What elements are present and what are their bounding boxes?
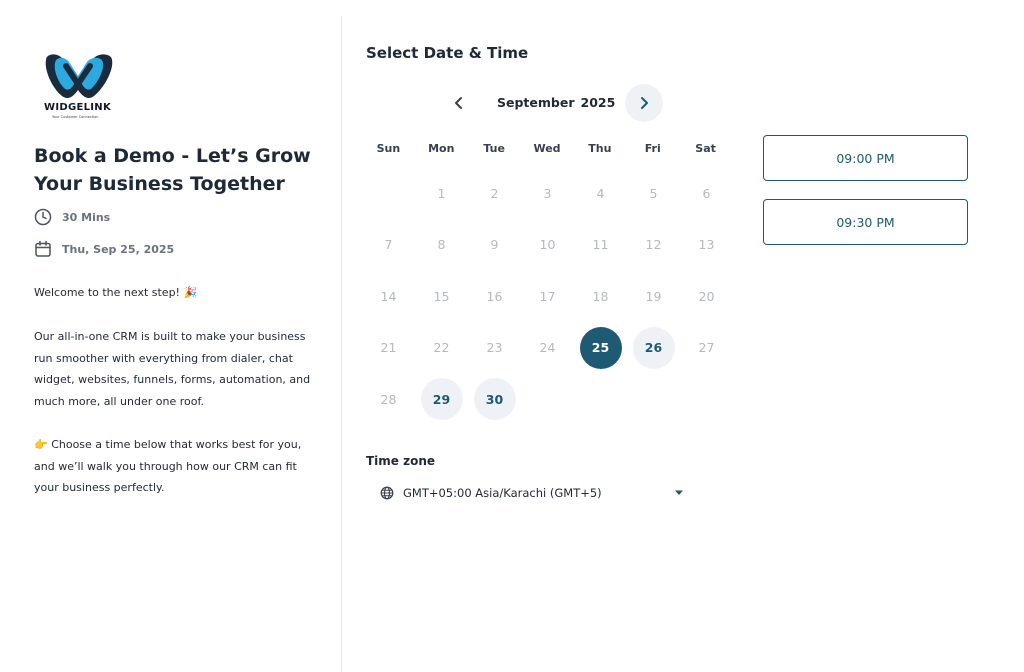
chevron-right-icon (637, 96, 651, 110)
calendar-day-disabled: 23 (486, 340, 503, 355)
calendar-day-disabled: 21 (380, 340, 397, 355)
cta-text: 👉 Choose a time below that works best for you, and we’ll walk you through how our CRM can fit your business perfectly. (34, 438, 302, 494)
calendar-day-disabled: 12 (645, 237, 662, 252)
brand-wordmark: WIDGELINK (44, 102, 112, 113)
calendar-day-disabled: 17 (539, 288, 556, 304)
weekday-label: Thu (588, 142, 612, 155)
weekday-label: Sun (376, 142, 401, 155)
calendar-day-disabled: 24 (539, 340, 556, 355)
event-title: Book a Demo - Let’s Grow Your Business Together (34, 145, 311, 195)
weekday-label: Tue (483, 142, 505, 155)
time-slot-button[interactable]: 09:00 PM (763, 135, 968, 181)
calendar-day-disabled: 27 (698, 340, 715, 355)
calendar-day-disabled: 18 (592, 288, 609, 304)
calendar-day-selected[interactable]: 25 (580, 327, 622, 369)
prev-month-button[interactable] (440, 84, 478, 122)
calendar-day-disabled: 5 (649, 185, 658, 201)
timezone-value: GMT+05:00 Asia/Karachi (GMT+5) (403, 486, 602, 500)
calendar-day-disabled: 9 (490, 237, 499, 252)
globe-icon (380, 486, 394, 500)
logo-mark (42, 52, 116, 104)
calendar-day-available[interactable]: 30 (474, 378, 516, 420)
calendar-day-disabled: 13 (698, 237, 715, 252)
weekday-label: Wed (533, 142, 561, 155)
calendar-icon (34, 240, 52, 258)
calendar-day-disabled: 8 (437, 237, 446, 252)
time-slot-button[interactable]: 09:30 PM (763, 199, 968, 245)
timezone-select[interactable] (380, 484, 686, 502)
month-name: September (497, 95, 575, 110)
calendar-day-disabled: 11 (592, 237, 609, 252)
caret-down-icon (674, 489, 684, 497)
month-year: 2025 (580, 95, 616, 110)
brand-tagline: Your Customer Connection (52, 115, 99, 119)
calendar-day-disabled: 3 (543, 185, 552, 201)
calendar-day-disabled: 15 (433, 288, 450, 304)
calendar-day-disabled: 14 (380, 288, 397, 304)
calendar-day-disabled: 1 (437, 185, 446, 201)
calendar-day-disabled: 19 (645, 288, 662, 304)
weekday-label: Mon (428, 142, 455, 155)
scheduler-heading: Select Date & Time (366, 44, 529, 62)
calendar-day-disabled: 20 (698, 288, 715, 304)
calendar-day-available[interactable]: 26 (633, 327, 675, 369)
event-date-text: Thu, Sep 25, 2025 (62, 242, 175, 256)
month-navigation (440, 84, 664, 122)
weekday-label: Sat (695, 142, 716, 155)
welcome-text: Welcome to the next step! 🎉 (34, 286, 198, 299)
timezone-label: Time zone (366, 454, 436, 468)
clock-icon (34, 208, 52, 226)
calendar-day-disabled: 28 (380, 391, 397, 407)
event-duration (34, 208, 110, 226)
brand-logo (42, 52, 122, 124)
event-date (34, 240, 174, 258)
calendar-day-disabled: 4 (596, 185, 605, 201)
calendar-day-disabled: 22 (433, 340, 450, 355)
calendar-day-available[interactable]: 29 (421, 378, 463, 420)
weekday-header (362, 142, 732, 155)
chevron-left-icon (452, 96, 466, 110)
calendar-day-disabled: 16 (486, 288, 503, 304)
calendar-day-disabled: 10 (539, 237, 556, 252)
description-text: Our all-in-one CRM is built to make your business run smoother with everything from dialer, chat widget, websites, funnels, forms, automation, and much more, all under one roof. (34, 330, 311, 408)
weekday-label: Fri (644, 142, 661, 155)
event-duration-text: 30 Mins (62, 210, 111, 224)
current-month (497, 95, 615, 110)
calendar-day-disabled: 6 (702, 185, 711, 201)
calendar-day-disabled: 7 (384, 237, 393, 252)
next-month-button[interactable] (625, 84, 663, 122)
calendar-day-disabled: 2 (490, 185, 499, 201)
